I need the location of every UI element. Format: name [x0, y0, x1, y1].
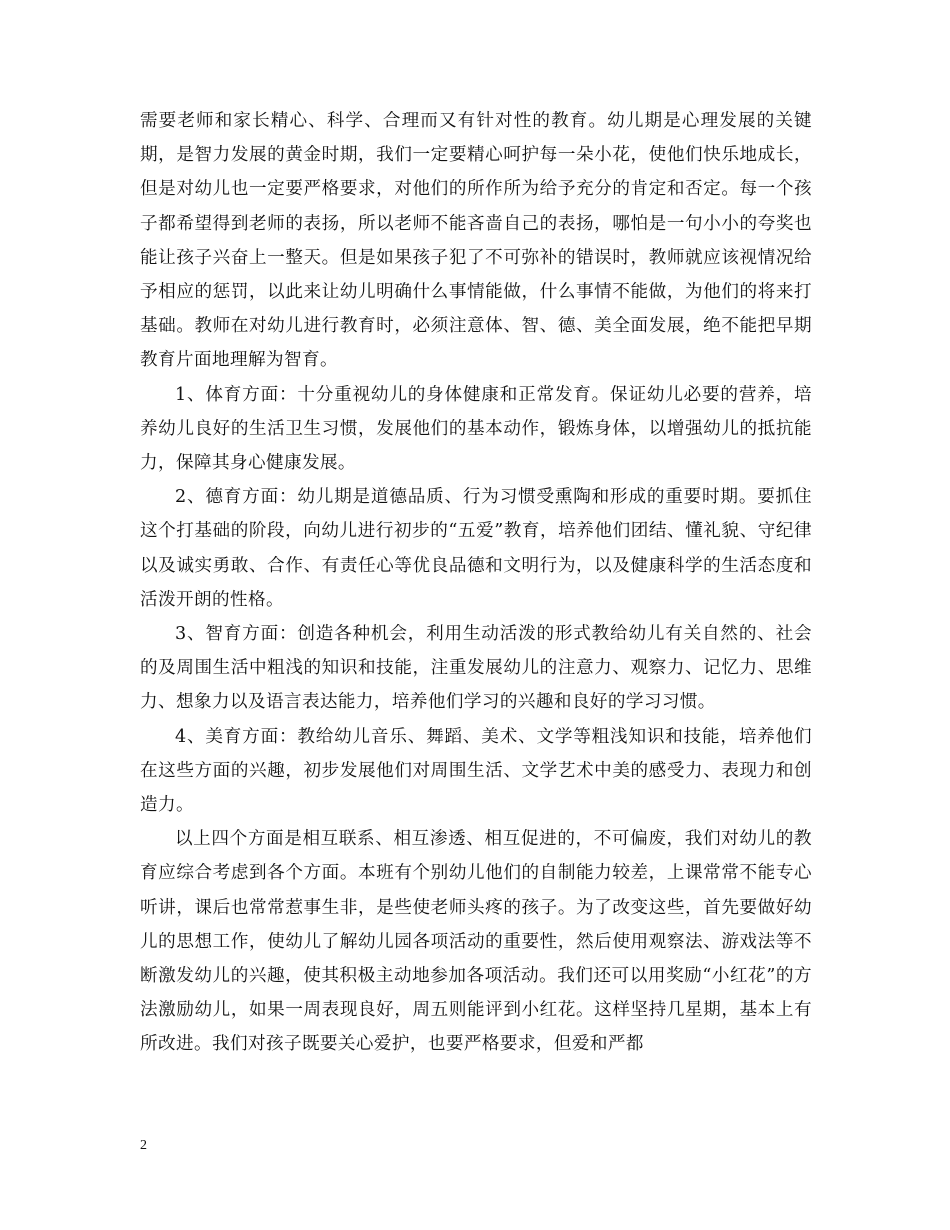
paragraph-intellectual-education: 3、智育方面：创造各种机会，利用生动活泼的形式教给幼儿有关自然的、社会的及周围生活中粗浅的知识和技能，注重发展幼儿的注意力、观察力、记忆力、思维力、想象力以及语言表达能力，培养他们学习的兴趣和良好的学习习惯。: [140, 624, 812, 713]
paragraph-physical-education: 1、体育方面：十分重视幼儿的身体健康和正常发育。保证幼儿必要的营养，培养幼儿良好的生活卫生习惯，发展他们的基本动作，锻炼身体，以增强幼儿的抵抗能力，保障其身心健康发展。: [140, 384, 812, 474]
page-number: 2: [140, 1138, 147, 1153]
paragraph-summary: 以上四个方面是相互联系、相互渗透、相互促进的，不可偏废，我们对幼儿的教育应综合考虑到各个方面。本班有个别幼儿他们的自制能力较差，上课常常不能专心听讲，课后也常常惹事生非，是些使老师头疼的孩子。为了改变这些，首先要做好幼儿的思想工作，使幼儿了解幼儿园各项活动的重要性，然后使用观察法、游戏法等不断激发幼儿的兴趣，使其积极主动地参加各项活动。我们还可以用奖励“小红花”的方法激励幼儿，如果一周表现良好，周五则能评到小红花。这样坚持几星期，基本上有所改进。我们对孩子既要关心爱护，也要严格要求，但爱和严都: [140, 829, 812, 1055]
paragraph-moral-education: 2、德育方面：幼儿期是道德品质、行为习惯受熏陶和形成的重要时期。要抓住这个打基础的阶段，向幼儿进行初步的“五爱”教育，培养他们团结、懂礼貌、守纪律以及诚实勇敢、合作、有责任心等优良品德和文明行为，以及健康科学的生活态度和活泼开朗的性格。: [140, 487, 812, 610]
document-body: [140, 104, 812, 1062]
paragraph-aesthetic-education: 4、美育方面：教给幼儿音乐、舞蹈、美术、文学等粗浅知识和技能，培养他们在这些方面的兴趣，初步发展他们对周围生活、文学艺术中美的感受力、表现力和创造力。: [140, 726, 812, 816]
paragraph-continuation: 需要老师和家长精心、科学、合理而又有针对性的教育。幼儿期是心理发展的关键期，是智力发展的黄金时期，我们一定要精心呵护每一朵小花，使他们快乐地成长，但是对幼儿也一定要严格要求，对他们的所作所为给予充分的肯定和否定。每一个孩子都希望得到老师的表扬，所以老师不能吝啬自己的表扬，哪怕是一句小小的夸奖也能让孩子兴奋上一整天。但是如果孩子犯了不可弥补的错误时，教师就应该视情况给予相应的惩罚，以此来让幼儿明确什么事情能做，什么事情不能做，为他们的将来打基础。教师在对幼儿进行教育时，必须注意体、智、德、美全面发展，绝不能把早期教育片面地理解为智育。: [140, 111, 812, 371]
